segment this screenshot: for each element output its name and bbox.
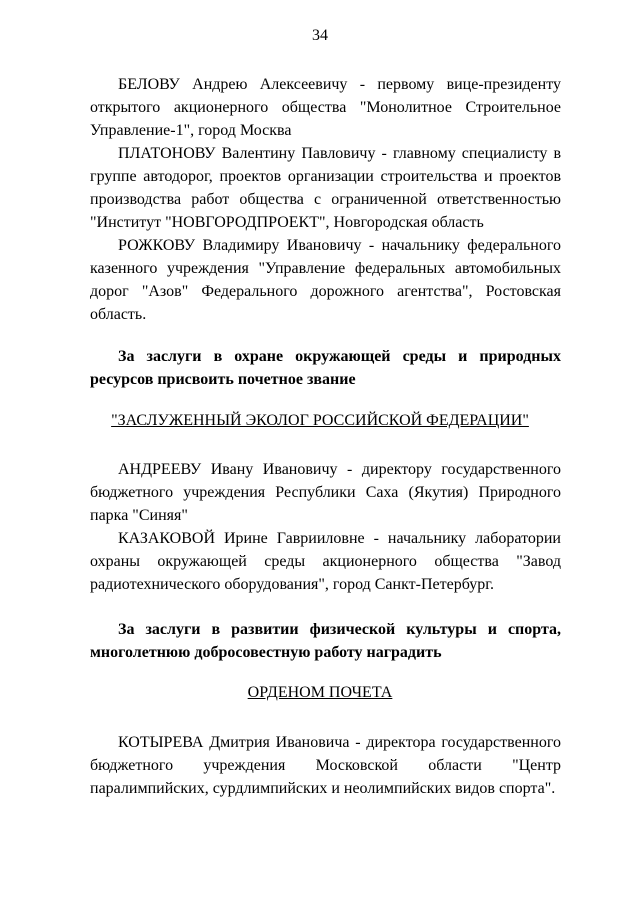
awardee-entry: БЕЛОВУ Андрею Алексеевичу - первому вице-президенту открытого акционерного общества "Монолитное Строительное Управление-1", город Москва	[90, 76, 561, 139]
awardee-entry: ПЛАТОНОВУ Валентину Павловичу - главному специалисту в группе автодорог, проектов организации строительства и проектов производства работ общества с ограниченной ответственностью "Институт "НОВГОРОДПРОЕКТ", Новгородская область	[90, 145, 561, 231]
awardee-entry: КАЗАКОВОЙ Ирине Гаврииловне - начальнику лаборатории охраны окружающей среды акционерного общества "Завод радиотехнического оборудования", город Санкт-Петербург.	[90, 530, 561, 593]
ecolog-title: "ЗАСЛУЖЕННЫЙ ЭКОЛОГ РОССИЙСКОЙ ФЕДЕРАЦИИ"	[111, 412, 529, 429]
awardee-entry: АНДРЕЕВУ Ивану Ивановичу - директору государственного бюджетного учреждения Республики Саха (Якутия) Природного парка "Синяя"	[90, 461, 561, 524]
awardee-entry: РОЖКОВУ Владимиру Ивановичу - начальнику федерального казенного учреждения "Управление федеральных автомобильных дорог "Азов" Федерального дорожного агентства", Ростовская область.	[90, 237, 561, 323]
order-intro-block	[90, 618, 561, 664]
ecolog-awardees-list	[90, 458, 561, 596]
awardee-entry: КОТЫРЕВА Дмитрия Ивановича - директора государственного бюджетного учреждения Московской области "Центр паралимпийских, сурдлимпийских и неолимпийских видов спорта".	[90, 734, 561, 797]
order-awardees-list	[90, 731, 561, 800]
ecolog-intro-block	[90, 345, 561, 391]
order-intro: За заслуги в развитии физической культуры и спорта, многолетнюю добросовестную работу наградить	[90, 621, 561, 661]
ecolog-intro: За заслуги в охране окружающей среды и природных ресурсов присвоить почетное звание	[90, 348, 561, 388]
order-title: ОРДЕНОМ ПОЧЕТА	[247, 684, 393, 701]
page-number: 34	[312, 27, 328, 44]
awardees-top-list	[90, 73, 561, 326]
